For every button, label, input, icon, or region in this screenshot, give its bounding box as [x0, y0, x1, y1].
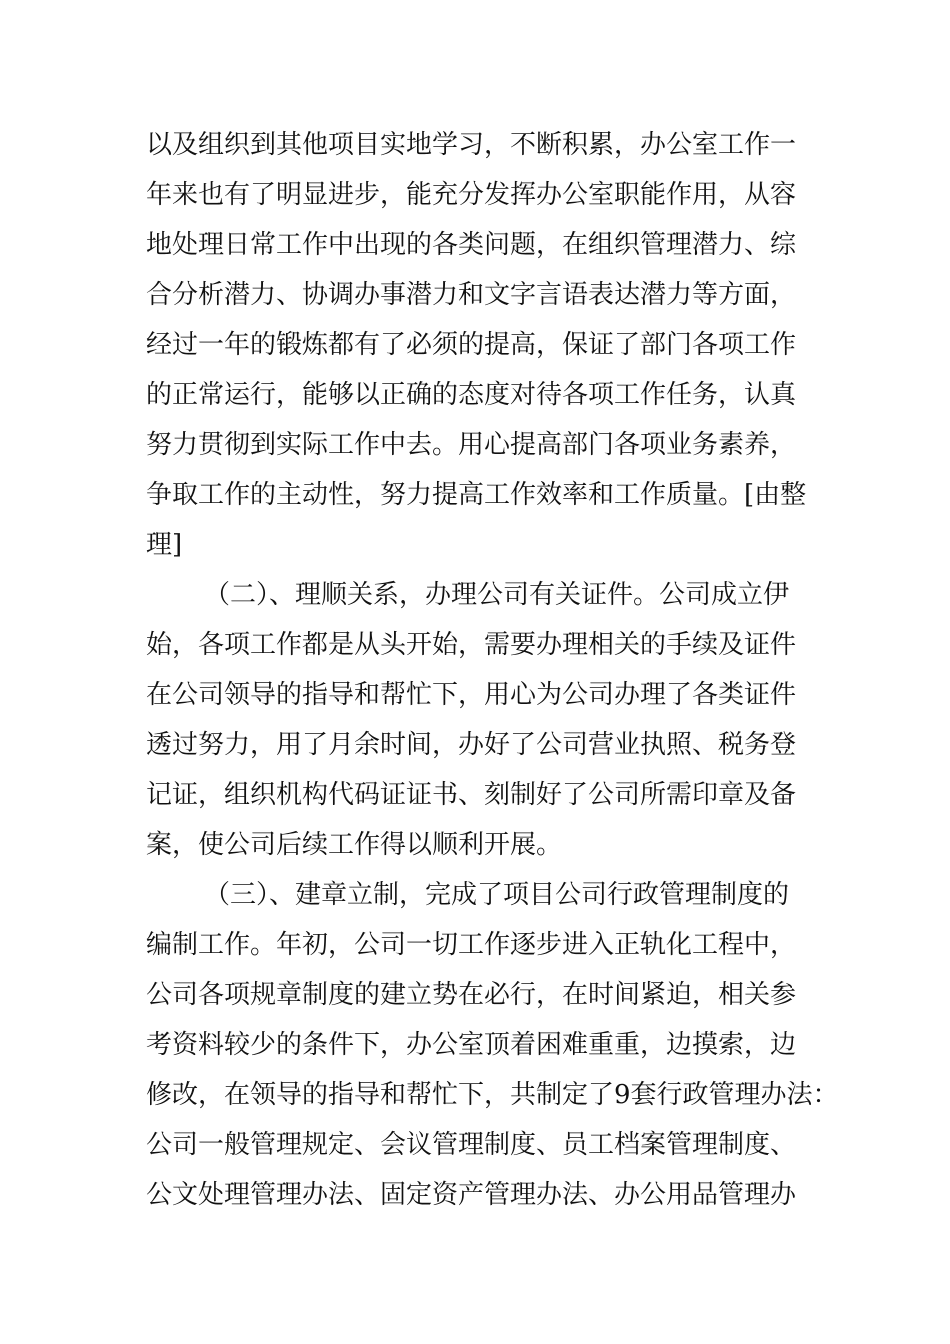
text-line: 的正常运行，能够以正确的态度对待各项工作任务，认真: [146, 380, 797, 410]
text-line: 经过一年的锻炼都有了必须的提高，保证了部门各项工作: [146, 330, 797, 360]
text-line: 透过努力，用了月余时间，办好了公司营业执照、税务登: [146, 730, 797, 760]
text-line: 案，使公司后续工作得以顺利开展。: [146, 830, 563, 860]
text-line: 记证，组织机构代码证证书、刻制好了公司所需印章及备: [146, 780, 797, 810]
text-line: 考资料较少的条件下，办公室顶着困难重重，边摸索，边: [146, 1030, 797, 1060]
text-line: 地处理日常工作中出现的各类问题，在组织管理潜力、综: [146, 230, 797, 260]
paragraph-3: [146, 875, 839, 1225]
paragraph-2: [146, 575, 816, 875]
text-line: 理]: [146, 530, 183, 560]
text-line: （三）、建章立制，完成了项目公司行政管理制度的: [204, 880, 790, 910]
text-line: 努力贯彻到实际工作中去。用心提高部门各项业务素养，: [146, 430, 797, 460]
text-line: 公司各项规章制度的建立势在必行，在时间紧迫，相关参: [146, 980, 797, 1010]
text-line: 修改，在领导的指导和帮忙下，共制定了9套行政管理办法：: [146, 1080, 839, 1110]
text-line: 以及组织到其他项目实地学习，不断积累，办公室工作一: [146, 130, 797, 160]
text-line: 争取工作的主动性，努力提高工作效率和工作质量。[由整: [146, 480, 807, 510]
body-text: [146, 125, 839, 1225]
text-line: 在公司领导的指导和帮忙下，用心为公司办理了各类证件: [146, 680, 797, 710]
text-line: 合分析潜力、协调办事潜力和文字言语表达潜力等方面，: [146, 280, 797, 310]
text-line: 公司一般管理规定、会议管理制度、员工档案管理制度、: [146, 1130, 797, 1160]
text-line: 年来也有了明显进步，能充分发挥办公室职能作用，从容: [146, 180, 797, 210]
text-line: 始，各项工作都是从头开始，需要办理相关的手续及证件: [146, 630, 797, 660]
text-line: 公文处理管理办法、固定资产管理办法、办公用品管理办: [146, 1180, 797, 1210]
paragraph-1: [146, 125, 816, 575]
text-line: （二）、理顺关系，办理公司有关证件。公司成立伊: [204, 580, 790, 610]
text-line: 编制工作。年初，公司一切工作逐步进入正轨化工程中，: [146, 930, 797, 960]
